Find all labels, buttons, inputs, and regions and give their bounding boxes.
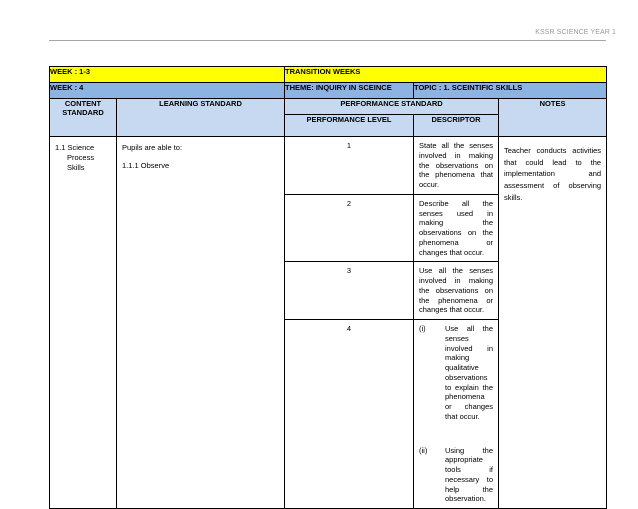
descriptor-sub-item bbox=[419, 446, 493, 505]
week-range: WEEK : 1-3 bbox=[50, 67, 285, 83]
learning-standard-header: LEARNING STANDARD bbox=[117, 99, 285, 137]
performance-level-4: 4 bbox=[285, 320, 414, 509]
learning-intro: Pupils are able to: bbox=[122, 143, 183, 152]
descriptor-sub-item bbox=[419, 324, 493, 422]
descriptor-level-2: Describe all the senses used in making the observations on the phenomena or changes that occur. bbox=[414, 194, 499, 262]
performance-standard-header: PERFORMANCE STANDARD bbox=[285, 99, 499, 115]
sub-item-text: Use all the senses involved in making qualitative observations to explain the phenomena or changes that occur. bbox=[445, 324, 494, 421]
document-header: KSSR SCIENCE YEAR 1 bbox=[535, 29, 616, 36]
notes-cell: Teacher conducts activities that could lead to the implementation and assessment of observing skills. bbox=[499, 137, 607, 509]
content-standard-line2: Process Skills bbox=[67, 153, 95, 173]
content-standard-line1: 1.1 Science bbox=[55, 143, 95, 152]
descriptor-level-1: State all the senses involved in making the observations on the phenomena that occur. bbox=[414, 137, 499, 195]
week-number: WEEK : 4 bbox=[50, 83, 285, 99]
sub-item-number: (i) bbox=[419, 324, 426, 333]
content-standard-header: CONTENT STANDARD bbox=[50, 99, 117, 137]
content-standard-cell bbox=[50, 137, 117, 509]
header-row-1 bbox=[50, 99, 607, 115]
syllabus-table bbox=[49, 66, 607, 509]
theme-row bbox=[50, 83, 607, 99]
transition-weeks-label: TRANSITION WEEKS bbox=[285, 67, 607, 83]
level-row-1 bbox=[50, 137, 607, 195]
week-row bbox=[50, 67, 607, 83]
performance-level-1: 1 bbox=[285, 137, 414, 195]
sub-item-number: (ii) bbox=[419, 445, 428, 455]
descriptor-level-3: Use all the senses involved in making the observations on the phenomena or changes that occur. bbox=[414, 262, 499, 320]
notes-header: NOTES bbox=[499, 99, 607, 137]
performance-level-3: 3 bbox=[285, 262, 414, 320]
learning-item: 1.1.1 Observe bbox=[122, 161, 170, 171]
header-divider bbox=[49, 40, 606, 41]
descriptor-level-4 bbox=[414, 320, 499, 509]
sub-item-text: Using the appropriate tools if necessary to help the observation. bbox=[445, 445, 494, 504]
topic-label: TOPIC : 1. SCEINTIFIC SKILLS bbox=[414, 83, 607, 99]
descriptor-header: DESCRIPTOR bbox=[414, 115, 499, 137]
performance-level-header: PERFORMANCE LEVEL bbox=[285, 115, 414, 137]
performance-level-2: 2 bbox=[285, 194, 414, 262]
theme-label: THEME: INQUIRY IN SCEINCE bbox=[285, 83, 414, 99]
learning-standard-cell bbox=[117, 137, 285, 509]
